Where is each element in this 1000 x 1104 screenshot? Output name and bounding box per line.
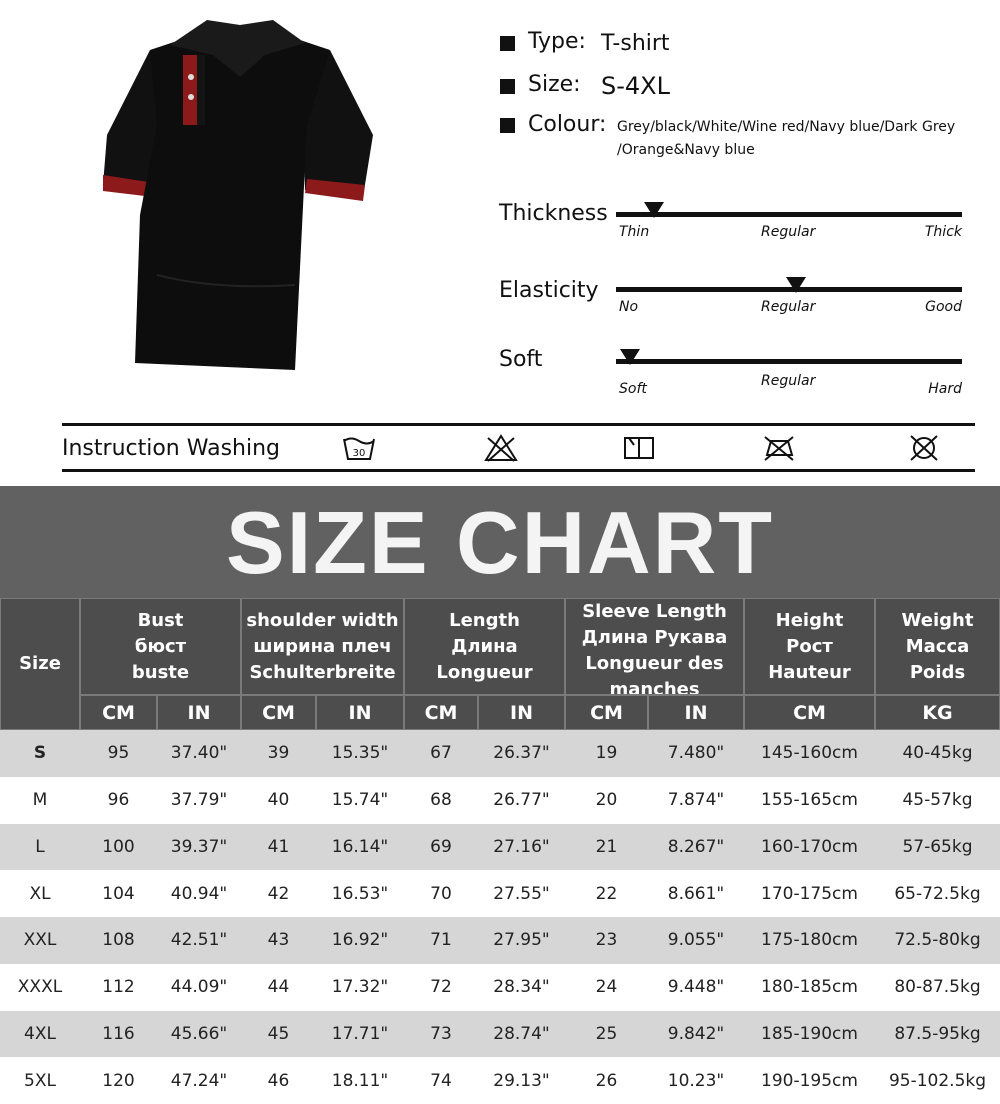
table-cell: 47.24" [170,1070,228,1091]
table-cell: 65-72.5kg [894,883,981,904]
table-cell: 45.66" [170,1023,228,1044]
table-cell: 116 [102,1023,135,1044]
scale-mid-label: Regular [761,373,816,389]
table-cell: 95-102.5kg [888,1070,987,1091]
unit-header: CM [565,695,648,730]
scale-title: Thickness [499,201,608,226]
table-cell: 9.055" [667,930,725,951]
table-cell: 180-185cm [761,977,858,998]
table-cell: 7.874" [667,790,725,811]
header-length-line: Longueur [436,661,533,683]
table-cell: 71 [430,930,452,951]
header-length [404,598,565,695]
unit-header: IN [648,695,744,730]
unit-header: IN [478,695,565,730]
header-height [744,598,875,695]
scale-marker-icon [644,202,664,218]
header-bust-line: Bust [137,609,184,631]
table-cell: 185-190cm [761,1023,858,1044]
product-image [95,15,395,380]
size-cell: XL [29,883,51,904]
table-cell: 40-45kg [902,743,973,764]
scale-marker-icon [786,277,806,293]
do-not-bleach-icon [484,433,518,463]
header-bust-line: бюст [134,635,187,657]
size-chart-title: SIZE CHART [226,493,774,592]
table-cell: 39.37" [170,836,228,857]
table-cell: 42.51" [170,930,228,951]
unit-header: IN [316,695,404,730]
table-cell: 45 [267,1023,290,1044]
scale-mid-label: Regular [761,299,816,315]
spec-type-label: Type: [528,29,586,54]
table-cell: 16.92" [331,930,389,951]
table-cell: 16.53" [331,883,389,904]
header-weight-line: Weight [901,609,974,631]
size-cell: XXL [23,930,57,951]
header-height-line: Рост [786,635,833,657]
table-cell: 74 [430,1070,452,1091]
header-length-line: Длина [451,635,518,657]
table-cell: 44.09" [170,977,228,998]
table-cell: 27.16" [493,836,550,857]
size-cell: XXXL [17,977,63,998]
scale-low-label: Soft [619,381,647,397]
table-cell: 41 [267,836,290,857]
table-cell: 28.34" [493,977,550,998]
table-cell: 10.23" [667,1070,725,1091]
button-2 [188,94,194,100]
spec-colour-label: Colour: [528,112,607,137]
header-bust [80,598,241,695]
table-cell: 26 [595,1070,618,1091]
table-cell: 29.13" [493,1070,550,1091]
header-sleeve-line: manches [609,679,700,695]
table-cell: 67 [430,743,452,764]
placket [183,55,197,125]
header-sleeve-line: Sleeve Length [582,601,727,622]
table-cell: 15.35" [331,743,389,764]
table-cell: 69 [430,836,452,857]
header-shoulder [241,598,404,695]
scale-high-label: Good [925,299,962,315]
bullet-icon [500,79,515,94]
header-shoulder-line: Schulterbreite [249,661,396,683]
table-cell: 26.77" [493,790,550,811]
header-shoulder-line: ширина плеч [253,635,392,657]
spec-colour-value: Grey/black/White/Wine red/Navy blue/Dark Grey /Orange&Navy blue [617,119,956,158]
divider [62,469,975,472]
unit-header: CM [744,695,875,730]
table-cell: 95 [107,743,130,764]
table-cell: 72.5-80kg [894,930,981,951]
table-cell: 27.95" [493,930,550,951]
header-size: Size [0,598,80,730]
table-cell: 42 [267,883,290,904]
divider [62,423,975,426]
header-length-line: Length [449,609,520,631]
table-cell: 100 [102,836,135,857]
header-sleeve-line: Длина Рукава [581,627,728,648]
dry-flat-icon [622,433,656,463]
table-cell: 170-175cm [761,883,858,904]
bullet-icon [500,118,515,133]
spec-type-value: T-shirt [601,31,670,56]
table-cell: 108 [102,930,135,951]
table-cell: 104 [102,883,135,904]
table-cell: 45-57kg [902,790,973,811]
table-cell: 17.32" [331,977,389,998]
table-cell: 9.842" [667,1023,725,1044]
table-cell: 87.5-95kg [894,1023,981,1044]
table-cell: 68 [430,790,452,811]
header-weight [875,598,1000,695]
button-1 [188,74,194,80]
table-cell: 23 [595,930,618,951]
table-cell: 15.74" [331,790,389,811]
table-cell: 80-87.5kg [894,977,981,998]
table-cell: 155-165cm [761,790,858,811]
unit-header: CM [241,695,316,730]
shirt-body [135,30,330,370]
size-cell: L [35,836,45,857]
do-not-dry-clean-icon [907,433,941,463]
table-cell: 18.11" [331,1070,389,1091]
table-cell: 96 [107,790,130,811]
table-cell: 21 [595,836,618,857]
table-cell: 70 [430,883,452,904]
header-height-line: Height [775,609,844,631]
unit-header: IN [157,695,241,730]
scale-marker-icon [620,349,640,365]
wash-30-icon [342,433,376,463]
scale-low-label: Thin [619,224,650,240]
table-cell: 27.55" [493,883,550,904]
table-cell: 160-170cm [761,836,858,857]
table-cell: 19 [595,743,618,764]
table-cell: 25 [595,1023,618,1044]
table-cell: 43 [267,930,290,951]
table-cell: 44 [267,977,290,998]
size-cell: 4XL [24,1023,56,1044]
table-cell: 9.448" [667,977,725,998]
table-cell: 37.79" [170,790,228,811]
unit-header: CM [80,695,157,730]
header-bust-line: buste [131,661,190,683]
header-weight-line: Масса [905,635,970,657]
scale-track [616,212,962,217]
washing-title: Instruction Washing [62,436,280,461]
scale-mid-label: Regular [761,224,816,240]
unit-header: KG [875,695,1000,730]
unit-header: CM [404,695,478,730]
table-cell: 145-160cm [761,743,858,764]
table-cell: 8.267" [667,836,725,857]
header-sleeve [565,598,744,695]
table-cell: 37.40" [170,743,228,764]
size-cell: S [33,743,47,764]
table-cell: 72 [430,977,452,998]
table-cell: 39 [267,743,290,764]
table-cell: 57-65kg [902,836,973,857]
scale-low-label: No [619,299,639,315]
table-cell: 190-195cm [761,1070,858,1091]
header-height-line: Hauteur [768,661,851,683]
size-cell: M [32,790,48,811]
table-cell: 17.71" [331,1023,389,1044]
do-not-iron-icon [762,433,796,463]
scale-high-label: Hard [928,381,962,397]
scale-high-label: Thick [924,224,962,240]
table-cell: 175-180cm [761,930,858,951]
table-cell: 112 [102,977,135,998]
header-shoulder-line: shoulder width [246,609,399,631]
table-cell: 20 [595,790,618,811]
spec-size-value: S-4XL [601,72,670,100]
table-cell: 40 [267,790,290,811]
table-cell: 22 [595,883,618,904]
header-weight-line: Poids [909,661,966,683]
header-sleeve-line: Longueur des [585,653,724,674]
scale-track [616,359,962,364]
table-cell: 16.14" [331,836,389,857]
spec-size-label: Size: [528,72,581,97]
wash-temp: 30 [352,448,366,459]
bullet-icon [500,36,515,51]
size-cell: 5XL [24,1070,56,1091]
table-cell: 7.480" [667,743,725,764]
table-cell: 28.74" [493,1023,550,1044]
table-cell: 120 [102,1070,135,1091]
table-cell: 8.661" [667,883,725,904]
scale-title: Elasticity [499,278,599,303]
scale-title: Soft [499,347,543,372]
table-cell: 24 [595,977,618,998]
table-cell: 46 [267,1070,290,1091]
table-cell: 40.94" [170,883,228,904]
table-cell: 73 [430,1023,452,1044]
table-cell: 26.37" [493,743,550,764]
